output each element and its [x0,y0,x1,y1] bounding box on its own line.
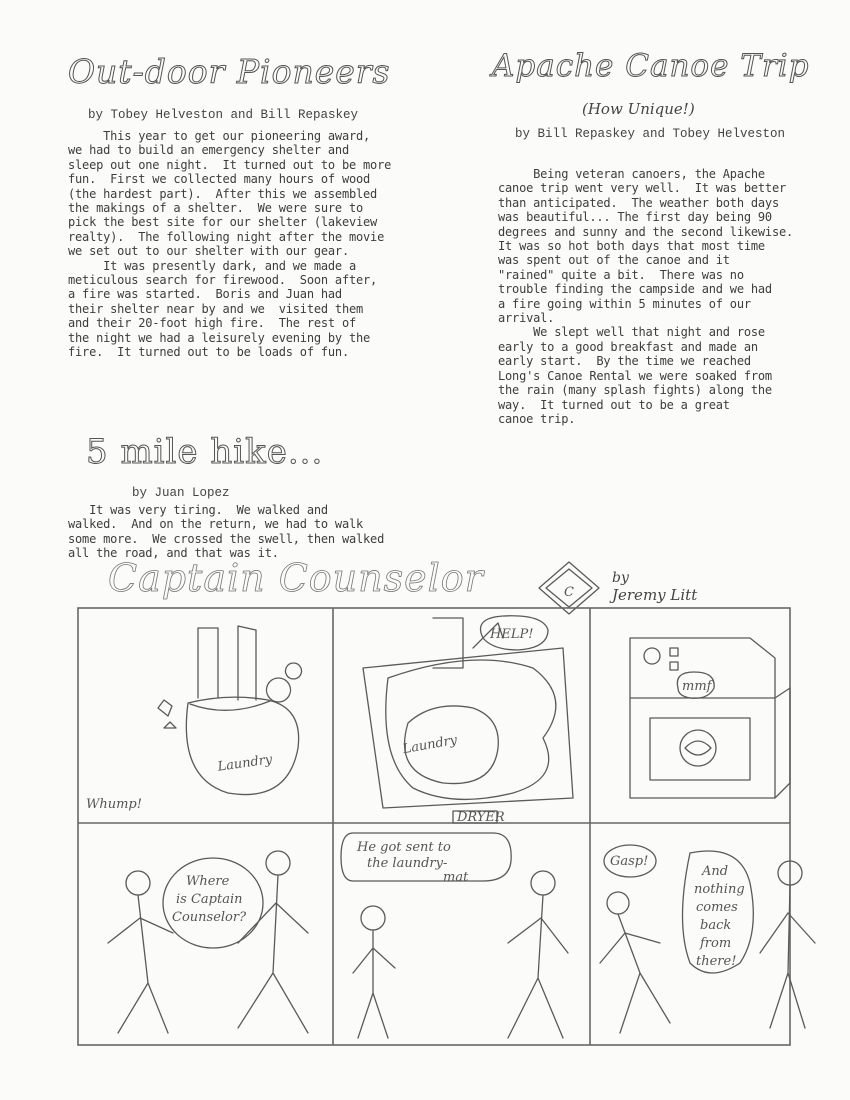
apache-canoe-byline: by Bill Repaskey and Tobey Helveston [515,127,786,141]
panel-5 [341,833,568,1038]
svg-text:back: back [700,918,732,933]
svg-text:the laundry-: the laundry- [367,856,448,871]
svg-text:Counselor?: Counselor? [172,910,247,925]
outdoor-pioneers-byline: by Tobey Helveston and Bill Repaskey [88,108,359,122]
comic-by: by [612,570,629,586]
panel-4 [108,851,308,1033]
apache-canoe-body: Being veteran canoers, the Apache canoe trip went very well. It was better than anticipated. The weather both days was beautiful... The first day being 90 degrees and sunny and the second likewise. It was so hot both days that most time was spent out of the canoe and it "rained" quite a bit. There was no trouble finding the campside and we had a fire going within 5 minutes of our arrival. We slept well that night and rose early to a good breakfast and made an early start. By the time we reached Long's Canoe Rental we were soaked from the rain (many splash fights) along the way. It turned out to be a great canoe trip. [498,167,794,426]
svg-text:Laundry: Laundry [401,732,459,758]
svg-text:Whump!: Whump! [86,797,142,812]
svg-text:from: from [700,936,732,951]
panel-6 [600,845,815,1033]
svg-text:mat: mat [443,870,469,885]
outdoor-pioneers-body: This year to get our pioneering award, we had to build an emergency shelter and sleep out one night. It turned out to be more fun. First we collected many hours of wood (the hardest part). After this we assembled the makings of a shelter. We were sure to pick the best site for our shelter (lakeview realty). The following night after the movie we set out to our shelter with our gear. It was presently dark, and we made a meticulous search for firewood. Soon after, a fire was started. Boris and Juan had their shelter near by and we visited them and their 20-foot high fire. The rest of the night we had a leisurely evening by the fire. It turned out to be loads of fun. [68,129,392,360]
five-mile-hike-body: It was very tiring. We walked and walked. And on the return, we had to walk some more. We crossed the swell, then walked all the road, and that was it. [68,503,385,561]
panel-3 [630,638,790,798]
svg-text:And: And [702,864,729,879]
apache-canoe-title: Apache Canoe Trip [492,48,810,84]
panel-1 [86,626,302,812]
comic-author: Jeremy Litt [612,586,698,604]
svg-text:Gasp!: Gasp! [610,854,649,869]
outdoor-pioneers-title: Out-door Pioneers [68,52,391,91]
svg-text:HELP!: HELP! [490,627,534,642]
svg-text:nothing: nothing [694,882,745,897]
comic-title: Captain Counselor [108,556,484,600]
svg-text:there!: there! [696,954,737,969]
svg-text:Laundry: Laundry [216,752,274,775]
svg-text:is Captain: is Captain [176,892,243,907]
apache-canoe-subtitle: (How Unique!) [582,100,695,118]
svg-text:comes: comes [696,900,738,915]
svg-text:mmf: mmf [682,679,712,694]
svg-text:DRYER: DRYER [457,810,505,825]
five-mile-hike-byline: by Juan Lopez [132,486,230,500]
svg-text:He got sent to: He got sent to [357,840,451,855]
five-mile-hike-title: 5 mile hike... [86,432,324,472]
svg-text:Where: Where [186,874,230,889]
panel-2 [363,616,573,825]
logo-letter: C [564,585,574,600]
